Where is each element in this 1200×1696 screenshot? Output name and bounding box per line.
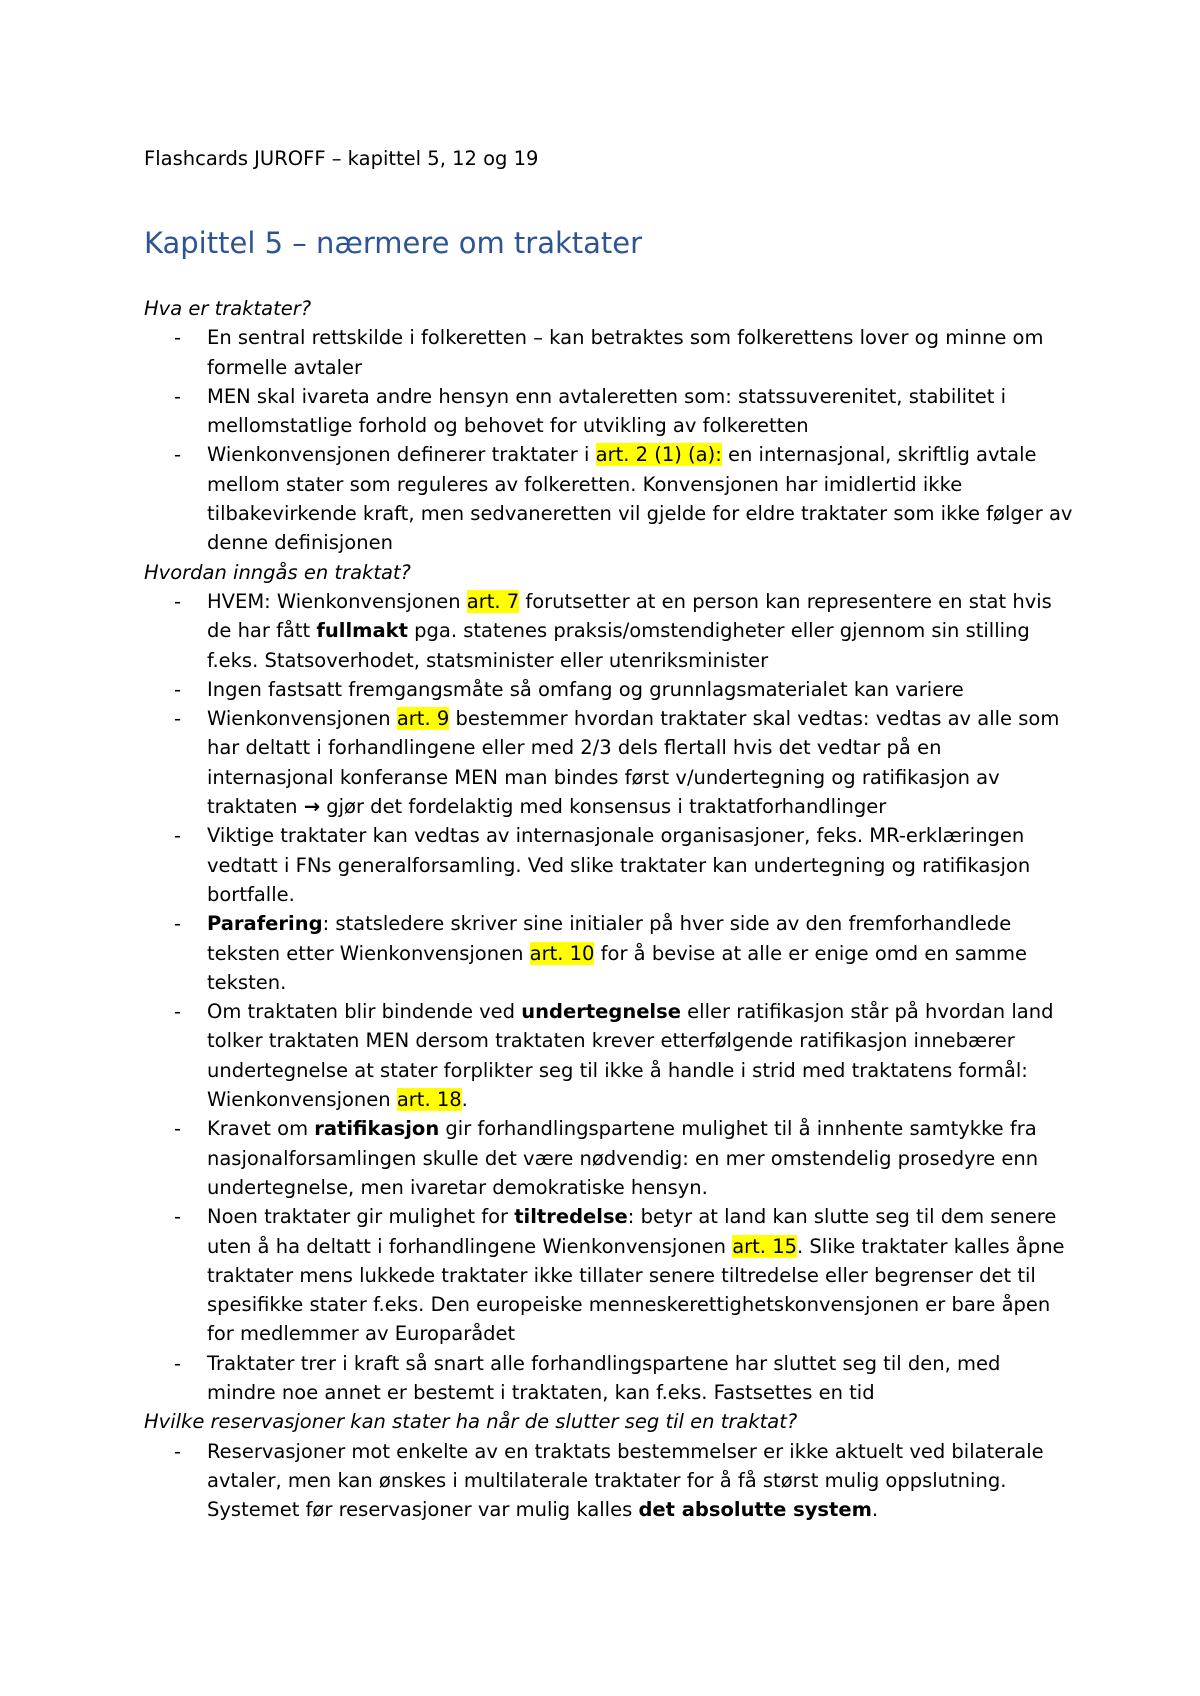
- list-item: - Kravet om ratifikasjon gir forhandlingspartene mulighet til å innhente samtykke fra nasjonalforsamlingen skulle det være nødvendig: en mer omstendelig prosedyre enn undertegnelse, men ivaretar demokratiske hensyn.: [144, 1114, 1074, 1202]
- list-item: - Om traktaten blir bindende ved undertegnelse eller ratifikasjon står på hvordan land tolker traktaten MEN dersom traktaten krever etterfølgende ratifikasjon innebærer undertegnelse at stater forplikter seg til ikke å handle i strid med traktatens formål: Wienkonvensjonen art. 18.: [144, 997, 1074, 1114]
- list-item: - Traktater trer i kraft så snart alle forhandlingspartene har sluttet seg til den, med mindre noe annet er bestemt i traktaten, kan f.eks. Fastsettes en tid: [144, 1349, 1074, 1408]
- article-highlight: art. 10: [529, 941, 595, 965]
- list-item: - Wienkonvensjonen definerer traktater i art. 2 (1) (a): en internasjonal, skriftlig avtale mellom stater som reguleres av folkeretten. Konvensjonen har imidlertid ikke tilbakevirkende kraft, men sedvaneretten vil gjelde for eldre traktater som ikke følger av denne definisjonen: [144, 440, 1074, 557]
- chapter-heading: Kapittel 5 – nærmere om traktater: [144, 226, 643, 260]
- bold-term: undertegnelse: [521, 1000, 681, 1024]
- document-body: [144, 294, 1074, 1524]
- list-item: - Ingen fastsatt fremgangsmåte så omfang og grunnlagsmaterialet kan variere: [144, 675, 1074, 704]
- list-item: - Wienkonvensjonen art. 9 bestemmer hvordan traktater skal vedtas: vedtas av alle som har deltatt i forhandlingene eller med 2/3 dels flertall hvis det vedtar på en internasjonal konferanse MEN man bindes først v/undertegning og ratifikasjon av traktaten → gjør det fordelaktig med konsensus i traktatforhandlinger: [144, 704, 1074, 821]
- bold-term: fullmakt: [316, 619, 408, 643]
- article-highlight: art. 15: [732, 1234, 798, 1258]
- list-item: - Noen traktater gir mulighet for tiltredelse: betyr at land kan slutte seg til dem senere uten å ha deltatt i forhandlingene Wienkonvensjonen art. 15. Slike traktater kalles åpne traktater mens lukkede traktater ikke tillater senere tiltredelse eller begrenser det til spesifikke stater f.eks. Den europeiske menneskerettighetskonvensjonen er bare åpen for medlemmer av Europarådet: [144, 1202, 1074, 1348]
- article-highlight: art. 18: [396, 1088, 462, 1112]
- list-item: - Parafering: statsledere skriver sine initialer på hver side av den fremforhandlede teksten etter Wienkonvensjonen art. 10 for å bevise at alle er enige omd en samme teksten.: [144, 909, 1074, 997]
- bold-term: Parafering: [207, 912, 323, 936]
- bullet-list: [144, 323, 1074, 557]
- article-highlight: art. 2 (1) (a):: [595, 443, 722, 467]
- article-highlight: art. 9: [396, 707, 450, 731]
- article-highlight: art. 7: [466, 589, 520, 613]
- arrow-icon: →: [303, 795, 321, 819]
- bold-term: ratifikasjon: [314, 1117, 440, 1141]
- list-item: - HVEM: Wienkonvensjonen art. 7 forutsetter at en person kan representere en stat hvis de har fått fullmakt pga. statenes praksis/omstendigheter eller gjennom sin stilling f.eks. Statsoverhodet, statsminister eller utenriksminister: [144, 587, 1074, 675]
- document-title: Flashcards JUROFF – kapittel 5, 12 og 19: [144, 147, 539, 170]
- bullet-list: [144, 1437, 1074, 1525]
- question-heading: Hva er traktater?: [144, 297, 312, 320]
- question-heading: Hvordan inngås en traktat?: [144, 560, 411, 584]
- question-heading: Hvilke reservasjoner kan stater ha når de slutter seg til en traktat?: [144, 1410, 798, 1434]
- list-item: - Viktige traktater kan vedtas av internasjonale organisasjoner, feks. MR-erklæringen vedtatt i FNs generalforsamling. Ved slike traktater kan undertegning og ratifikasjon bortfalle.: [144, 821, 1074, 909]
- bold-term: tiltredelse: [514, 1205, 628, 1229]
- bold-term: det absolutte system: [638, 1498, 872, 1522]
- list-item: - En sentral rettskilde i folkeretten – kan betraktes som folkerettens lover og minne om formelle avtaler: [144, 323, 1074, 382]
- list-item: - MEN skal ivareta andre hensyn enn avtaleretten som: statssuverenitet, stabilitet i mellomstatlige forhold og behovet for utvikling av folkeretten: [144, 382, 1074, 441]
- list-item: - Reservasjoner mot enkelte av en traktats bestemmelser er ikke aktuelt ved bilaterale avtaler, men kan ønskes i multilaterale traktater for å få størst mulig oppslutning. Systemet før reservasjoner var mulig kalles det absolutte system.: [144, 1437, 1074, 1525]
- bullet-list: [144, 587, 1074, 1407]
